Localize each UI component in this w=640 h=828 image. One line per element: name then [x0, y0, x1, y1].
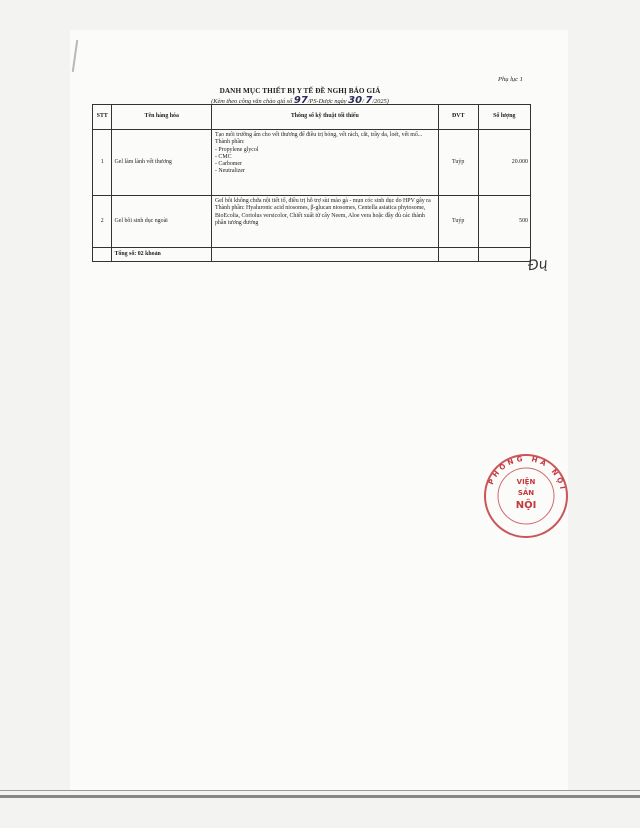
row-unit: Tuýp [438, 196, 478, 248]
appendix-label: Phụ lục 1 [498, 76, 523, 83]
spec-line: Tạo môi trường ẩm cho vết thương để điều trị bỏng, vết rách, cắt, trầy da, loét, vết mổ... [214, 132, 423, 138]
total-unit-cell [438, 248, 478, 262]
spec-line: - Neutralizer [214, 168, 245, 175]
row-qty: 500 [478, 196, 530, 248]
header-stt: STT [93, 105, 112, 130]
document-subtitle: (Kèm theo công văn chào giá số 97/PS-Dược ngày 30/ 7/2025) [211, 95, 389, 106]
table-header-row [93, 105, 531, 130]
subtitle-mid: /PS-Dược ngày [307, 98, 347, 105]
stamp-ring-text: PHÒNG HÀ NỘI [487, 454, 567, 493]
row-unit: Tuýp [438, 130, 478, 196]
spec-line: - Propylene glycol [214, 146, 259, 153]
total-label: Tổng số: 02 khoản [112, 248, 211, 262]
row-spec [211, 196, 438, 248]
spec-line: - Carbomer [214, 161, 242, 168]
row-qty: 20.000 [478, 130, 530, 196]
subtitle-prefix: (Kèm theo công văn chào giá số [211, 98, 293, 105]
row-name: Gel bôi sinh dục ngoài [112, 196, 211, 248]
stamp-line-3: NỘI [515, 500, 537, 511]
table-row [93, 130, 531, 196]
spec-line: Gel bôi không chứa nội tiết tố, điều trị hỗ trợ sùi mào gà - mụn cóc sinh dục do HPV gây ra [214, 198, 431, 204]
initials-signature: Ðų [526, 255, 549, 275]
total-qty-cell [478, 248, 530, 262]
header-unit: ĐVT [438, 105, 478, 130]
header-name: Tên hàng hóa [112, 105, 211, 130]
table-total-row [93, 248, 531, 262]
handwritten-doc-number: 97 [293, 95, 308, 106]
equipment-table [92, 104, 531, 262]
row-stt: 1 [93, 130, 112, 196]
table-row [93, 196, 531, 248]
handwritten-month: 7 [365, 95, 373, 106]
stamp-line-2: SẢN [517, 489, 535, 497]
header-spec: Thông số kỹ thuật tối thiểu [211, 105, 438, 130]
scan-edge-bar [0, 795, 640, 798]
total-spec-cell [211, 248, 438, 262]
spec-line: Thành phần: Hyaluronic acid niosomes, β-glucan niosomes, Centella asiatica phytosome, BioEcolia, Coriolus versicolor, Chiết xuất từ cây Neem, Aloe vera hoặc đầy đủ các thành phần tương đương [214, 205, 426, 226]
scan-edge-line [0, 790, 640, 791]
stamp-line-1: VIỆN [516, 478, 536, 486]
spec-line: - CMC [214, 153, 232, 160]
document-title: DANH MỤC THIẾT BỊ Y TẾ ĐỀ NGHỊ BÁO GIÁ [219, 87, 381, 95]
row-name: Gel làm lành vết thương [112, 130, 211, 196]
row-stt: 2 [93, 196, 112, 248]
total-stt-cell [93, 248, 112, 262]
subtitle-suffix: /2025) [372, 98, 389, 105]
row-spec [211, 130, 438, 196]
header-qty: Số lượng [478, 105, 530, 130]
handwritten-day: 30 [348, 95, 363, 106]
spec-line: Thành phần: [214, 139, 245, 146]
